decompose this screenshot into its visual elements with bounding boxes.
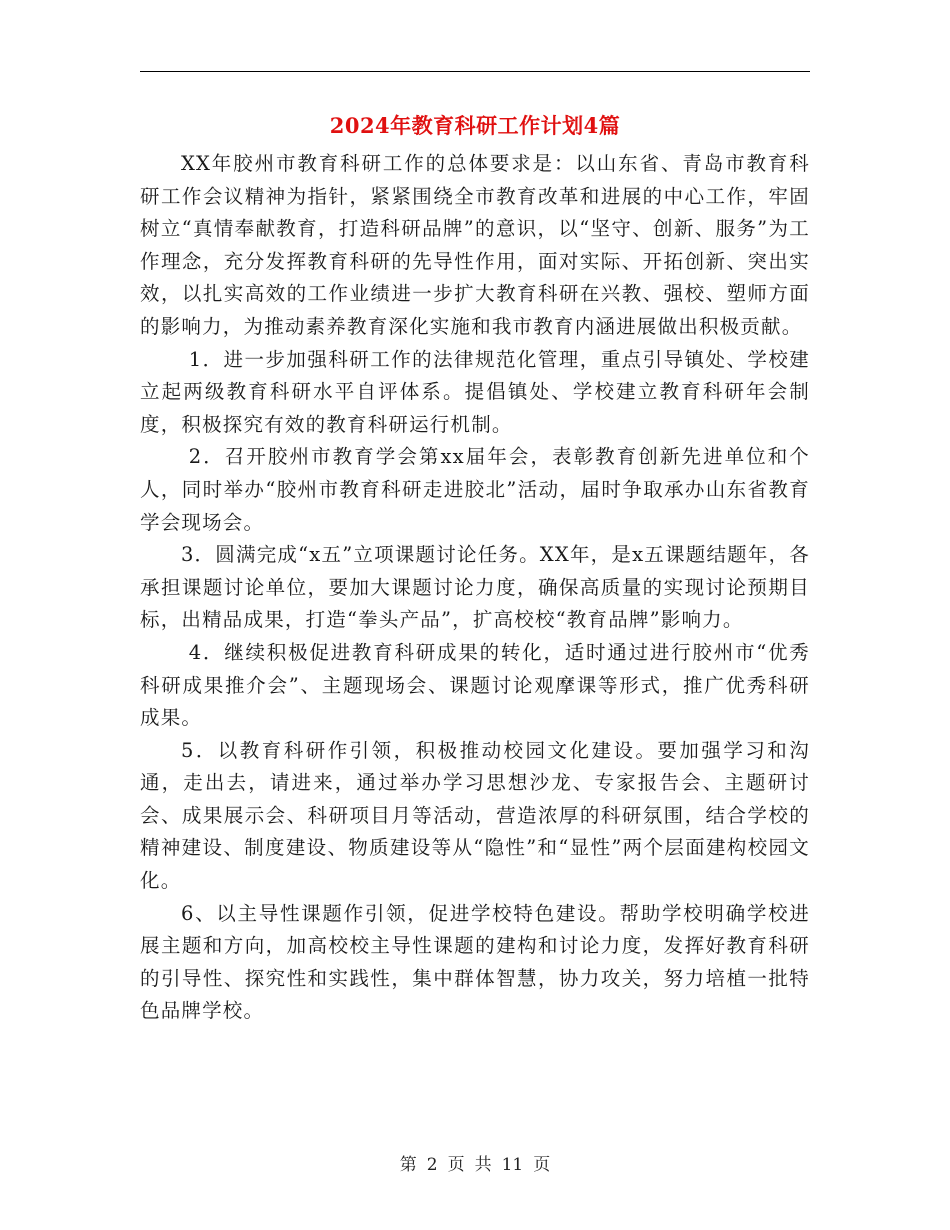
- footer-page-word: 页: [447, 1155, 465, 1175]
- header-rule: [140, 71, 810, 72]
- document-body: [140, 148, 810, 1028]
- item-paragraph-4: 4．继续积极促进教育科研成果的转化，适时通过进行胶州市“优秀科研成果推介会”、主题现场会、课题讨论观摩课等形式，推广优秀科研成果。: [140, 640, 810, 730]
- item-paragraph-1: 1．进一步加强科研工作的法律规范化管理，重点引导镇处、学校建立起两级教育科研水平自评体系。提倡镇处、学校建立教育科研年会制度，积极探究有效的教育科研运行机制。: [140, 347, 810, 436]
- current-page-number: 2: [426, 1155, 438, 1175]
- item-paragraph-3: 3．圆满完成“x五”立项课题讨论任务。XX年，是x五课题结题年，各承担课题讨论单位，要加大课题讨论力度，确保高质量的实现讨论预期目标，出精品成果，打造“拳头产品”，扩高校校“教育品牌”影响力。: [140, 543, 810, 632]
- page-footer: [0, 1153, 950, 1177]
- item-paragraph-2: 2．召开胶州市教育学会第xx届年会，表彰教育创新先进单位和个人，同时举办“胶州市教育科研走进胶北”活动，届时争取承办山东省教育学会现场会。: [140, 445, 810, 534]
- document-title: 2024年教育科研工作计划4篇: [329, 113, 621, 138]
- total-pages-number: 11: [501, 1155, 524, 1175]
- footer-total-word: 共: [474, 1155, 492, 1175]
- footer-suffix: 页: [533, 1155, 551, 1175]
- item-paragraph-6: 6、以主导性课题作引领，促进学校特色建设。帮助学校明确学校进展主题和方向，加高校校主导性课题的建构和讨论力度，发挥好教育科研的引导性、探究性和实践性，集中群体智慧，协力攻关，努力培植一批特色品牌学校。: [140, 901, 810, 1023]
- footer-prefix: 第: [399, 1155, 417, 1175]
- item-paragraph-5: 5．以教育科研作引领，积极推动校园文化建设。要加强学习和沟通，走出去，请进来，通过举办学习思想沙龙、专家报告会、主题研讨会、成果展示会、科研项目月等活动，营造浓厚的科研氛围，结合学校的精神建设、制度建设、物质建设等从“隐性”和“显性”两个层面建构校园文化。: [140, 738, 810, 893]
- intro-paragraph: XX年胶州市教育科研工作的总体要求是：以山东省、青岛市教育科研工作会议精神为指针，紧紧围绕全市教育改革和进展的中心工作，牢固树立“真情奉献教育，打造科研品牌”的意识，以“坚守、创新、服务”为工作理念，充分发挥教育科研的先导性作用，面对实际、开拓创新、突出实效，以扎实高效的工作业绩进一步扩大教育科研在兴教、强校、塑师方面的影响力，为推动素养教育深化实施和我市教育内涵进展做出积极贡献。: [140, 152, 810, 338]
